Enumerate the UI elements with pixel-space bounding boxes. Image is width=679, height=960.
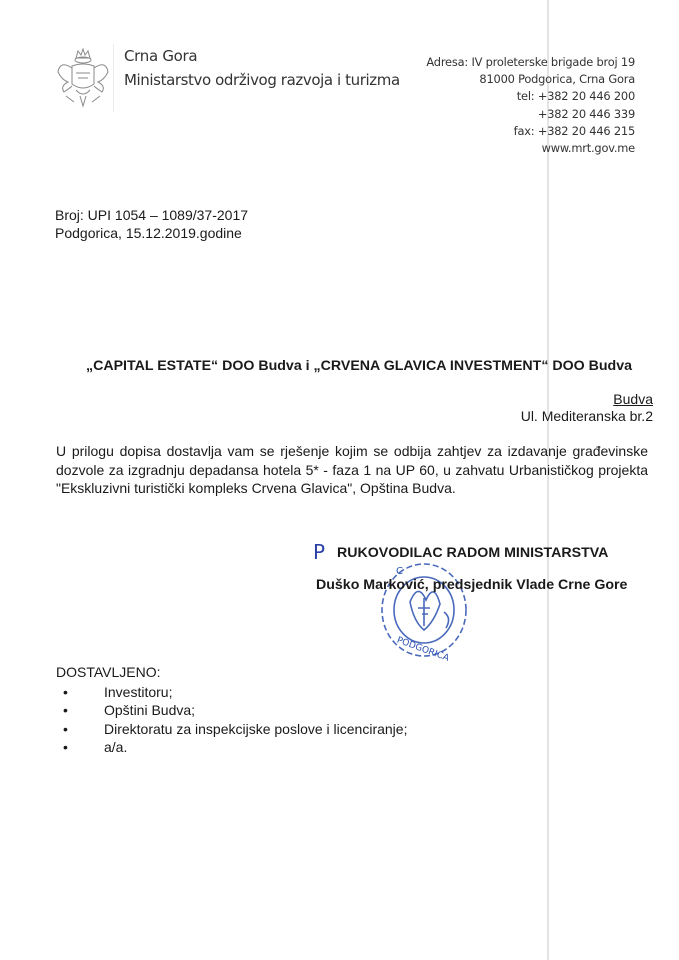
address-block — [426, 54, 635, 157]
website-link[interactable]: www.mrt.gov.me — [541, 141, 635, 156]
header-divider — [113, 44, 114, 112]
reference-number: Broj: UPI 1054 – 1089/37-2017 — [55, 207, 249, 223]
phone-2: +382 20 446 339 — [537, 106, 635, 121]
delivery-item: • Direktoratu za inspekcijske poslove i licenciranje; — [56, 720, 407, 738]
phone-1: tel: +382 20 446 200 — [516, 89, 635, 104]
reference-block — [55, 206, 248, 242]
delivery-item: • a/a. — [56, 738, 407, 756]
delivery-item: • Investitoru; — [56, 683, 407, 701]
recipient-city: Budva — [613, 391, 653, 407]
official-stamp-icon — [378, 552, 470, 664]
signatory-title: RUKOVODILAC RADOM MINISTARSTVA — [337, 545, 609, 561]
signatory-name: Duško Marković, predsjednik Vlade Crne Gore — [316, 577, 628, 593]
signature-mark: P — [313, 540, 326, 564]
address-city: 81000 Podgorica, Crna Gora — [479, 72, 635, 87]
svg-text:C: C — [396, 566, 403, 577]
recipient-street: Ul. Mediteranska br.2 — [520, 408, 653, 424]
letter-body: U prilogu dopisa dostavlja vam se rješenje kojim se odbija zahtjev za izdavanje građevinske dozvole za izgradnju depadansa hotela 5* - faza 1 na UP 60, u zahvatu Urbanističkog projekta "Ekskluzivni turistički kompleks Crvena Glavica", Opština Budva. — [56, 443, 648, 497]
delivery-item: • Opštini Budva; — [56, 701, 407, 719]
address-line: Adresa: IV proleterske brigade broj 19 — [426, 55, 635, 69]
coat-of-arms-icon — [54, 46, 112, 112]
svg-text:PODGORICA: PODGORICA — [395, 635, 451, 664]
fax: fax: +382 20 446 215 — [513, 123, 635, 138]
place-date: Podgorica, 15.12.2019.godine — [55, 225, 242, 241]
recipient-name: „CAPITAL ESTATE“ DOO Budva i „CRVENA GLAVICA INVESTMENT“ DOO Budva — [86, 358, 632, 374]
delivery-heading: DOSTAVLJENO: — [56, 664, 161, 680]
delivery-list — [56, 683, 407, 757]
ministry-name: Ministarstvo održivog razvoja i turizma — [124, 71, 400, 89]
country-name: Crna Gora — [124, 47, 198, 65]
